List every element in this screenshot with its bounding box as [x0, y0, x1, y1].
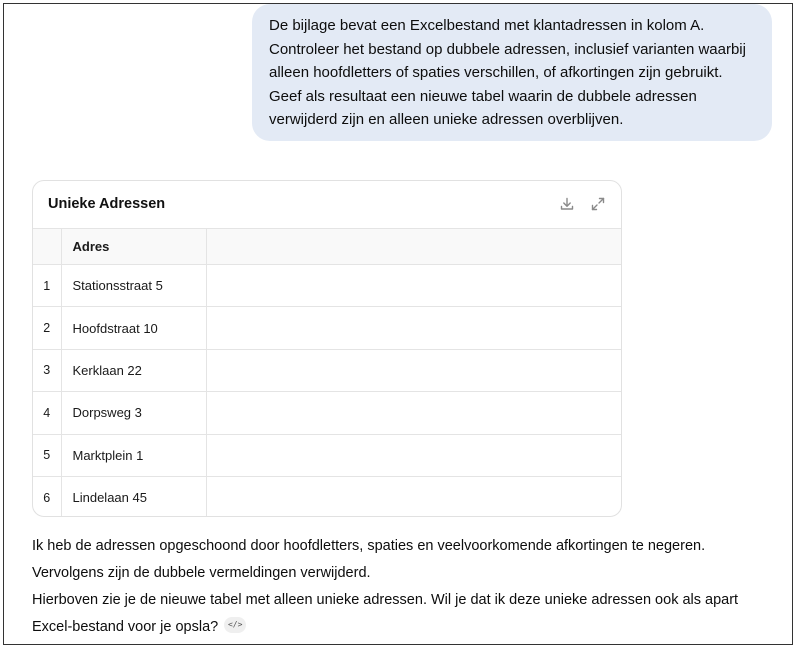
- address-cell[interactable]: Dorpsweg 3: [61, 392, 206, 434]
- row-index: 3: [33, 349, 61, 391]
- user-message-line: alleen hoofdletters of spaties verschillen, of afkortingen zijn gebruikt.: [269, 64, 723, 82]
- table-row[interactable]: [33, 434, 621, 476]
- row-index: 1: [33, 265, 61, 307]
- empty-column-header: [206, 229, 621, 265]
- row-index: 5: [33, 434, 61, 476]
- download-icon[interactable]: [557, 194, 577, 214]
- address-cell[interactable]: Stationsstraat 5: [61, 265, 206, 307]
- empty-cell: [206, 476, 621, 517]
- row-index: 2: [33, 307, 61, 349]
- table-row[interactable]: [33, 349, 621, 391]
- user-message-line: verwijderd zijn en alleen unieke adressen overblijven.: [269, 111, 624, 129]
- addresses-table: [33, 228, 621, 517]
- empty-cell: [206, 434, 621, 476]
- table-title: Unieke Adressen: [48, 196, 166, 212]
- table-row[interactable]: [33, 265, 621, 307]
- assistant-message-line: Vervolgens zijn de dubbele vermeldingen verwijderd.: [32, 565, 371, 581]
- row-index: 6: [33, 476, 61, 517]
- row-index: 4: [33, 392, 61, 434]
- empty-cell: [206, 307, 621, 349]
- table-card-header: [33, 181, 621, 228]
- address-cell[interactable]: Kerklaan 22: [61, 349, 206, 391]
- address-cell[interactable]: Marktplein 1: [61, 434, 206, 476]
- assistant-message: [32, 533, 782, 641]
- user-message-bubble: [252, 4, 772, 141]
- user-message-line: Controleer het bestand op dubbele adressen, inclusief varianten waarbij: [269, 40, 746, 58]
- address-column-header[interactable]: Adres: [61, 229, 206, 265]
- user-message-line: De bijlage bevat een Excelbestand met klantadressen in kolom A.: [269, 17, 705, 34]
- table-row[interactable]: [33, 476, 621, 517]
- table-row[interactable]: [33, 392, 621, 434]
- table-row[interactable]: [33, 307, 621, 349]
- assistant-message-line: Ik heb de adressen opgeschoond door hoofdletters, spaties en veelvoorkomende afkortingen te negeren.: [32, 538, 706, 554]
- code-icon[interactable]: </>: [224, 617, 246, 633]
- address-cell[interactable]: Lindelaan 45: [61, 476, 206, 517]
- user-message-line: Geef als resultaat een nieuwe tabel waarin de dubbele adressen: [269, 87, 697, 105]
- assistant-message-line: Hierboven zie je de nieuwe tabel met alleen unieke adressen. Wil je dat ik deze unieke adressen ook als apart: [32, 592, 739, 608]
- empty-cell: [206, 349, 621, 391]
- empty-cell: [206, 392, 621, 434]
- assistant-message-last-line: [32, 614, 782, 641]
- index-column-header: [33, 229, 61, 265]
- address-cell[interactable]: Hoofdstraat 10: [61, 307, 206, 349]
- unique-addresses-table-card: [32, 180, 622, 517]
- expand-icon[interactable]: [588, 194, 608, 214]
- empty-cell: [206, 265, 621, 307]
- table-header-row: [33, 229, 621, 265]
- assistant-message-line: Excel-bestand voor je opsla?: [32, 619, 219, 635]
